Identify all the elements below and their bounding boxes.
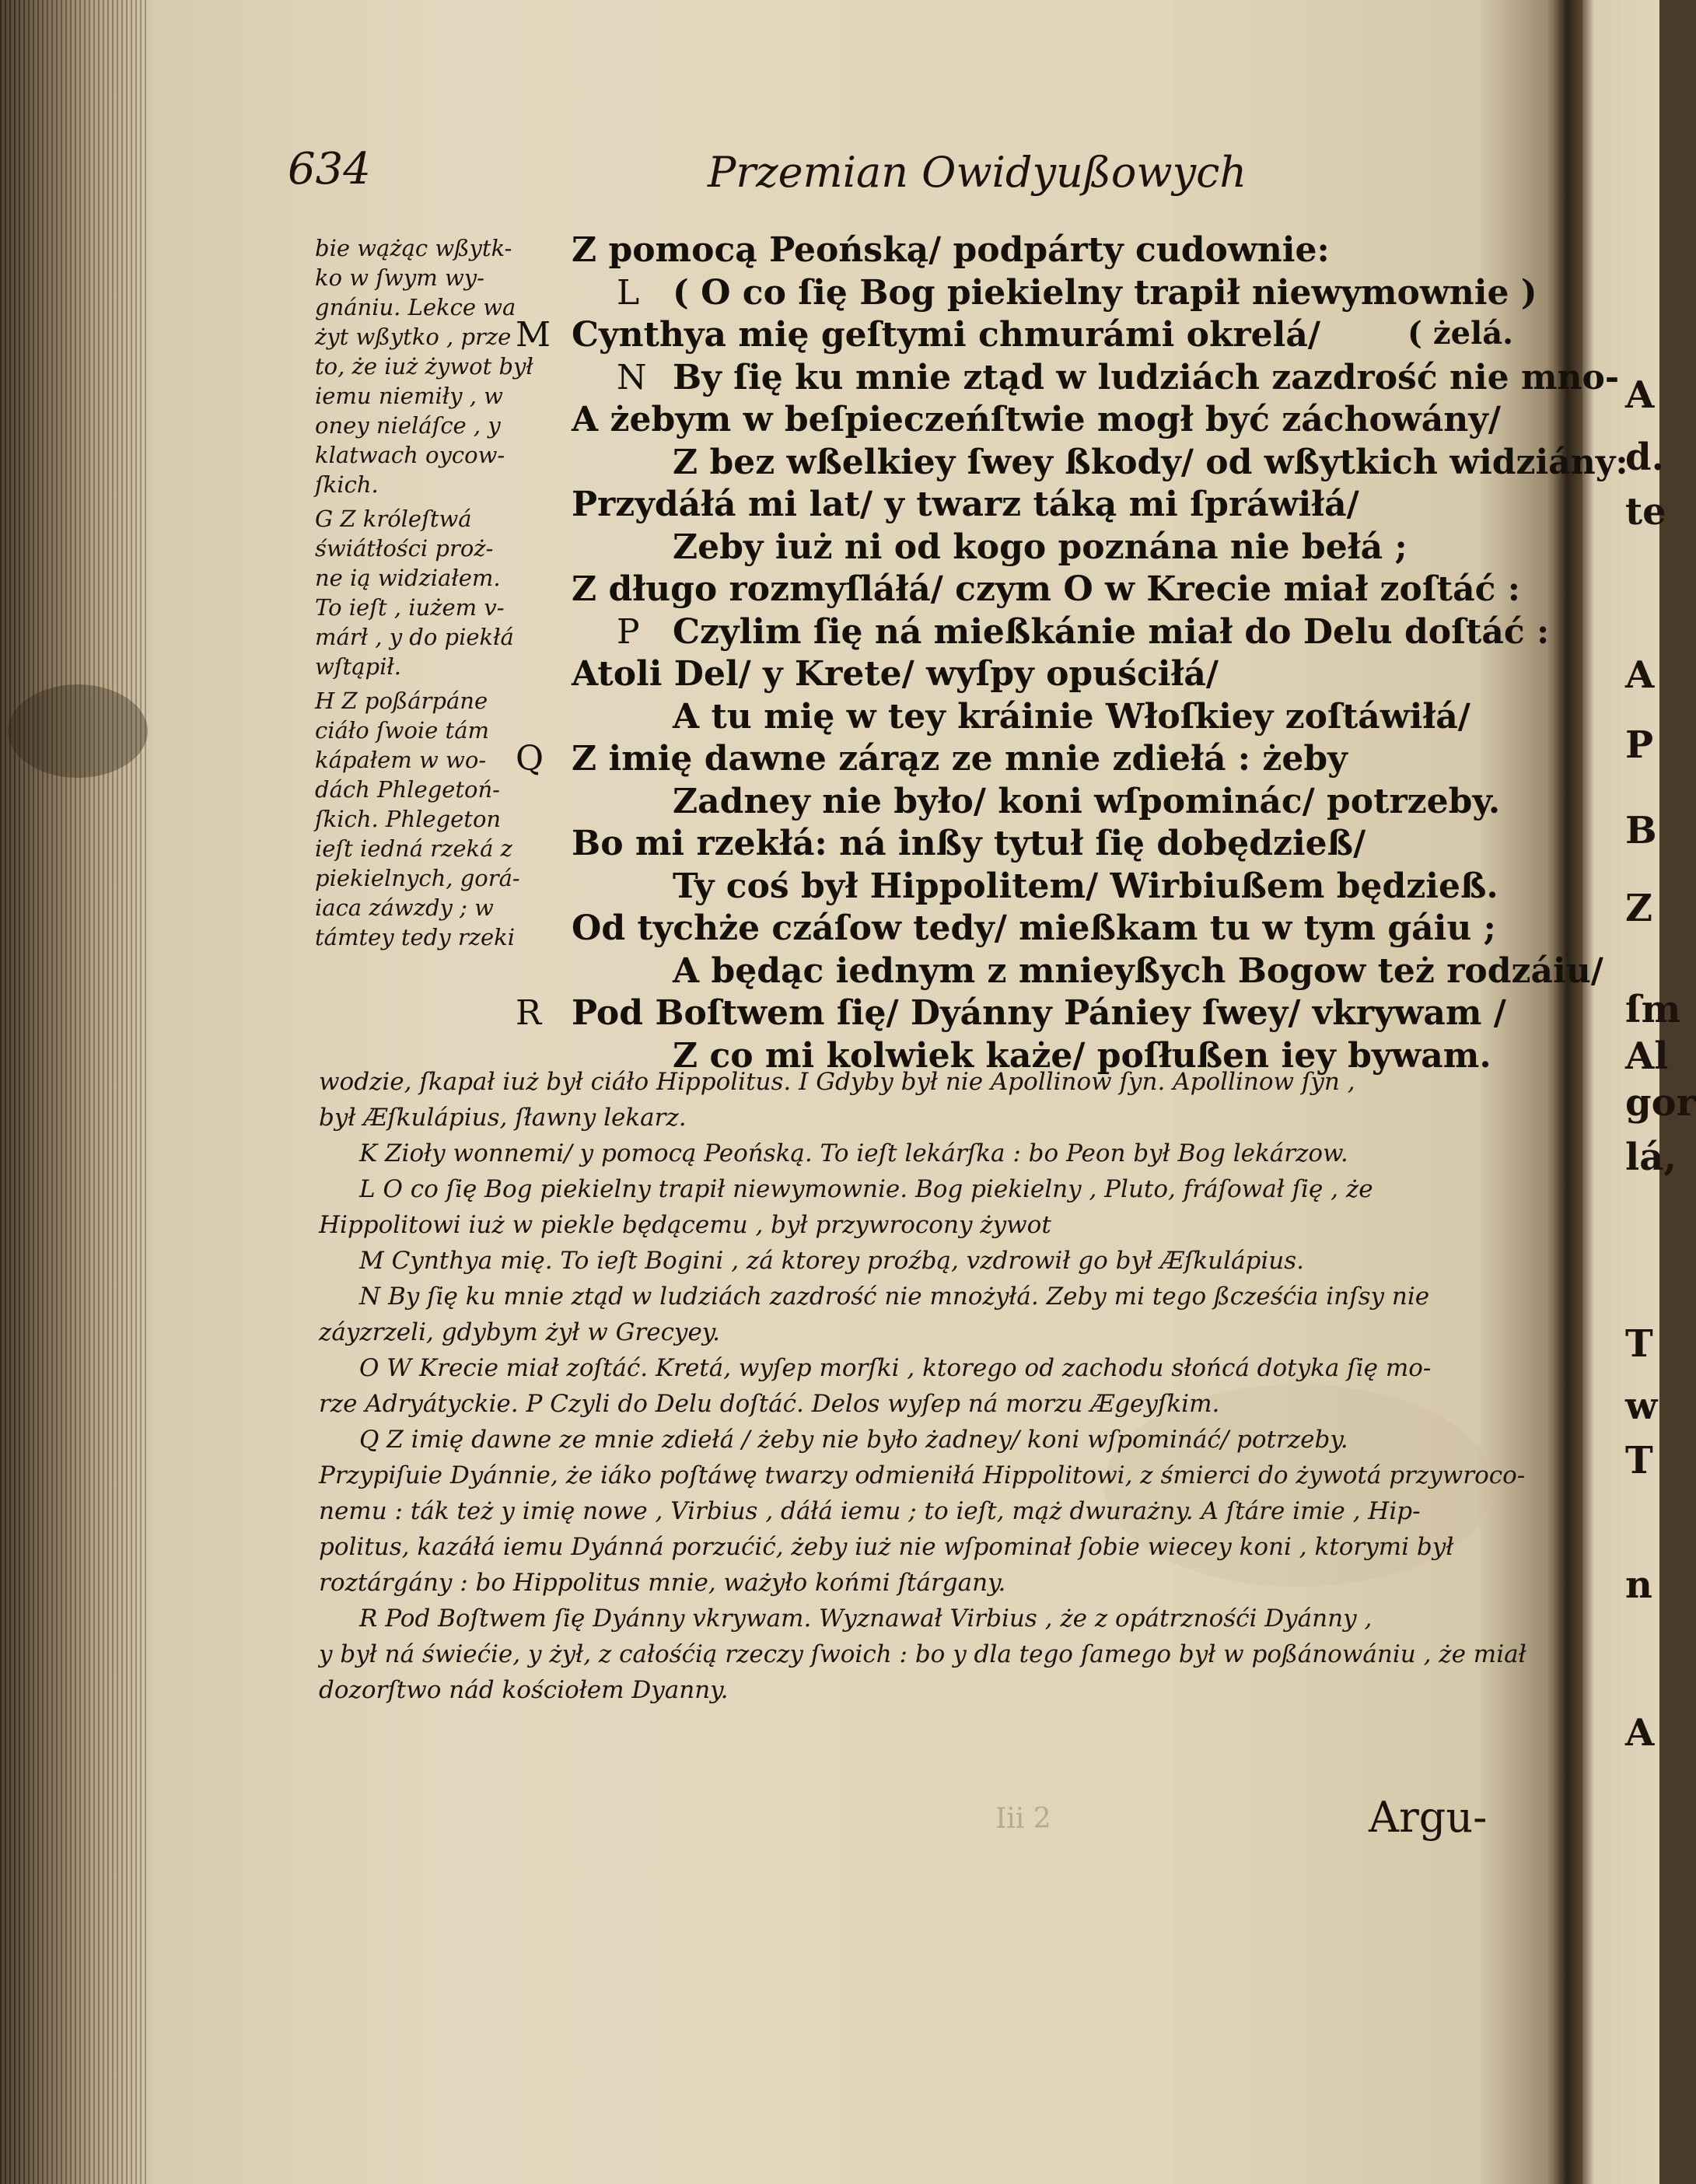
verse-line [572, 484, 1628, 527]
verse-line [572, 908, 1628, 950]
margin-note-line: iaca záwzdy ; w [315, 894, 494, 921]
note-line: O W Krecie miał zoſtáć. Kretá, wyſep morſki , ktorego od zachodu słońcá dotyka ſię mo- [359, 1354, 1432, 1382]
verse-text: Zeby iuż ni od kogo poznána nie bełá ; [673, 527, 1408, 567]
verse-text: A tu mię w tey kráinie Włoſkiey zoſtáwiłá/ [673, 696, 1470, 737]
verse-text: Atoli Del/ y Krete/ wyſpy opuściłá/ [572, 654, 1219, 694]
verse-text: Bo mi rzekłá: ná inßy tytuł ſię dobędzieß/ [572, 824, 1366, 863]
note-line: Przypiſuie Dyánnie, że iáko poſtáwę twarzy odmieniłá Hippolitowi, z śmierci do żywotá przywroco- [319, 1461, 1526, 1489]
note-line: roztárgány : bo Hippolitus mnie, ważyło końmi ſtárgany. [319, 1569, 1006, 1597]
right-page-letter: T [1625, 1439, 1653, 1482]
margin-note-line: ciáło ſwoie tám [315, 717, 489, 744]
verse-line [572, 696, 1628, 739]
right-page-letter: ſm [1625, 988, 1681, 1031]
verse-line [572, 527, 1628, 569]
margin-note-line: ne ią widziałem. [315, 565, 501, 591]
verse-line [572, 653, 1628, 696]
right-page-letter: te [1625, 490, 1666, 534]
right-page-letter: P [1625, 723, 1654, 767]
note-line: rze Adryátyckie. P Czyli do Delu doſtáć. Delos wyſep ná morzu Ægeyſkim. [319, 1390, 1220, 1418]
margin-note-line: G Z króleſtwá [315, 506, 472, 532]
verse-line [516, 992, 1628, 1035]
verse-line [572, 866, 1628, 908]
right-page-letter: gor [1625, 1081, 1696, 1125]
verse-line [572, 357, 1628, 400]
verse-line [572, 950, 1628, 993]
note-line: záyzrzeli, gdybym żył w Grecyey. [319, 1318, 721, 1346]
verse-text: Ty coś był Hippolitem/ Wirbiußem będzieß. [673, 866, 1498, 906]
verse-text: Przydáłá mi lat/ y twarz táką mi ſpráwiłá/ [572, 485, 1359, 524]
verse-marker: L [617, 272, 640, 313]
note-line: Q Z imię dawne ze mnie zdiełá / żeby nie było żadney/ koni wſpomináć/ potrzeby. [359, 1426, 1348, 1454]
verse-line [572, 399, 1628, 442]
note-line: dozorſtwo nád kościołem Dyanny. [319, 1676, 729, 1704]
right-page-letter: A [1625, 1711, 1655, 1755]
verse-line [572, 442, 1628, 485]
verse-line [572, 611, 1628, 654]
verse-marker: N [617, 357, 647, 397]
verse-text: Z długo rozmyſláłá/ czym O w Krecie miał zoſtáć : [572, 569, 1520, 609]
margin-note-line: gnániu. Lekce wa [315, 294, 516, 320]
margin-note-line: klatwach oycow- [315, 442, 505, 468]
note-line: N By ſię ku mnie ztąd w ludziách zazdrość nie mnożyłá. Zeby mi tego ßcześćia inſsy nie [359, 1283, 1430, 1311]
verse-text: Z co mi kolwiek każe/ poſłußen iey bywam. [673, 1035, 1491, 1076]
verse-text: Zadney nie było/ koni wſpominác/ potrzeby. [673, 781, 1501, 821]
verse-line [572, 229, 1628, 272]
verse-marker: Q [516, 739, 544, 779]
verse-text: Od tychże czáſow tedy/ mießkam tu w tym gáiu ; [572, 908, 1496, 948]
right-page-letter: n [1625, 1563, 1652, 1607]
note-line: y był ná świećie, y żył, z całośćią rzeczy ſwoich : bo y dla tego ſamego był w poßánowániu , że miał [319, 1640, 1526, 1668]
margin-note-line: To ieſt , iużem v- [315, 594, 505, 621]
margin-note-line: ieſt iedná rzeká z [315, 835, 512, 862]
running-title: Przemian Owidyußowych [708, 148, 1247, 197]
verse-text: Czylim ſię ná mießkánie miał do Delu doſtáć : [673, 611, 1550, 652]
margin-note-line: żyt wßytko , prze [315, 324, 512, 350]
note-line: był Æſkulápius, ſławny lekarz. [319, 1104, 687, 1132]
verse-text: Z bez wßelkiey ſwey ßkody/ od wßytkich widziány: [673, 442, 1628, 482]
note-line: K Zioły wonnemi/ y pomocą Peońską. To ieſt lekárſka : bo Peon był Bog lekárzow. [359, 1139, 1348, 1167]
margin-note-line: iemu niemiły , w [315, 383, 503, 409]
margin-note-line: to, że iuż żywot był [315, 353, 533, 380]
commentary-notes [319, 1064, 1526, 1708]
margin-note-line: piekielnych, gorá- [315, 865, 520, 891]
verse-line [572, 272, 1628, 315]
verse-text: Cynthya mię geſtymi chmurámi okrelá/ [572, 315, 1320, 355]
note-line: politus, kazáłá iemu Dyánná porzućić, żeby iuż nie wſpominał ſobie wiecey koni , ktorymi był [319, 1533, 1454, 1561]
note-line: M Cynthya mię. To ieſt Bogini , zá ktorey proźbą, vzdrowił go był Æſkulápius. [359, 1247, 1304, 1275]
verse-text: ( O co ſię Bog piekielny trapił niewymownie ) [673, 272, 1537, 313]
verse-block [516, 229, 1628, 1077]
right-page-letter: Z [1625, 887, 1653, 930]
margin-note-line: ſkich. [315, 471, 379, 498]
right-page-letter: T [1625, 1322, 1653, 1366]
margin-note-line: oney nieláſce , y [315, 412, 501, 439]
margin-note-line: wſtąpił. [315, 653, 401, 680]
margin-note-line: ko w ſwym wy- [315, 264, 484, 291]
note-line: R Pod Boſtwem ſię Dyánny vkrywam. Wyznawał Virbius , że z opátrznośći Dyánny , [359, 1605, 1373, 1633]
margin-note-line: ſkich. Phlegeton [315, 806, 502, 832]
right-page-letter: d. [1625, 436, 1665, 479]
verse-line [516, 738, 1628, 781]
verse-text: By ſię ku mnie ztąd w ludziách zazdrość nie mno- [673, 357, 1620, 397]
paper-stain [8, 684, 148, 778]
right-page-letter: A [1625, 373, 1655, 417]
verse-text: Z pomocą Peońską/ podpárty cudownie: [572, 230, 1330, 270]
verse-text: Z imię dawne zárąz ze mnie zdiełá : żeby [572, 739, 1348, 779]
verse-line [572, 781, 1628, 824]
verse-text: A żebym w beſpieczeńſtwie mogł być záchowány/ [572, 400, 1501, 439]
page-edges [0, 0, 148, 2184]
note-line: nemu : ták też y imię nowe , Virbius , dáłá iemu ; to ieſt, mąż dwurażny. A ſtáre imie , Hip- [319, 1497, 1421, 1525]
margin-note-line: kápałem w wo- [315, 747, 487, 773]
right-page-letter: lá, [1625, 1136, 1677, 1179]
note-line: wodzie, ſkapał iuż był ciáło Hippolitus. I Gdyby był nie Apollinow ſyn. Apollinow ſyn , [319, 1068, 1355, 1096]
verse-tail: ( żelá. [1408, 315, 1514, 352]
verse-marker: P [617, 611, 640, 652]
verse-line [572, 823, 1628, 866]
verse-marker: M [516, 315, 551, 355]
signature-mark: Iii 2 [995, 1803, 1051, 1835]
margin-note-line: dách Phlegetoń- [315, 776, 500, 803]
verse-text: Pod Boſtwem ſię/ Dyánny Pániey ſwey/ vkrywam / [572, 993, 1506, 1033]
right-page-letter: w [1625, 1384, 1658, 1428]
verse-text: A będąc iednym z mnieyßych Bogow też rodzáiu/ [673, 950, 1603, 991]
note-line: L O co ſię Bog piekielny trapił niewymownie. Bog piekielny , Pluto, fráſował ſię , że [359, 1175, 1373, 1203]
catchword: Argu- [1369, 1793, 1488, 1842]
note-line: Hippolitowi iuż w piekle będącemu , był przywrocony żywot [319, 1211, 1051, 1239]
verse-marker: R [516, 993, 542, 1033]
right-page-letter: Al [1625, 1034, 1669, 1078]
margin-note-line: támtey tedy rzeki [315, 924, 515, 950]
margin-note-line: H Z poßárpáne [315, 688, 488, 714]
right-page-letter: A [1625, 653, 1655, 697]
verse-line [572, 569, 1628, 611]
page-number: 634 [288, 144, 371, 194]
margin-note-line: márł , y do piekłá [315, 624, 514, 650]
right-page-letter: B [1625, 809, 1657, 852]
margin-note-line: świátłości proż- [315, 535, 494, 562]
margin-note-line: bie wążąc wßytk- [315, 235, 512, 261]
